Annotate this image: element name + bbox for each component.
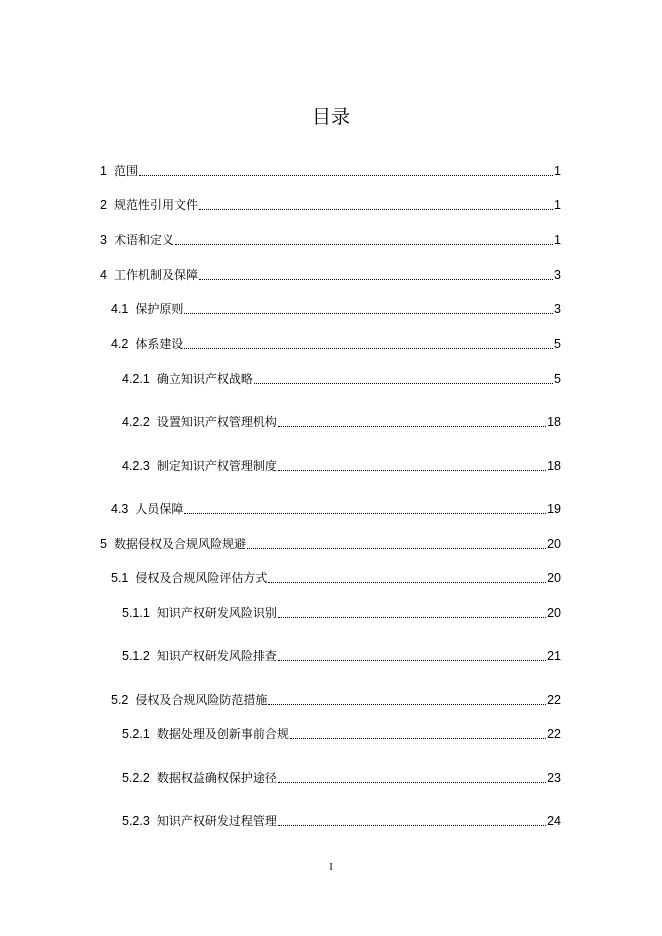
toc-dot-leader [184, 312, 553, 314]
toc-number: 5.1.2 [122, 649, 150, 663]
toc-entry[interactable] [122, 768, 561, 786]
toc-title: 体系建设 [135, 337, 184, 351]
toc-title: 确立知识产权战略 [156, 372, 253, 386]
toc-page-number: 1 [554, 198, 561, 212]
toc-page-number: 20 [547, 606, 561, 620]
toc-entry[interactable] [122, 724, 561, 742]
toc-number: 5.2 [111, 693, 129, 707]
toc-number: 4.2.2 [122, 415, 150, 429]
toc-page-number: 24 [547, 814, 561, 828]
toc-page-number: 21 [547, 649, 561, 663]
toc-entry[interactable] [100, 195, 561, 213]
toc-title: 工作机制及保障 [113, 268, 198, 282]
toc-dot-leader [278, 425, 546, 427]
toc-title: 人员保障 [135, 502, 184, 516]
toc-number: 4.2.1 [122, 372, 150, 386]
toc-number: 5 [100, 537, 107, 551]
toc-title: 制定知识产权管理制度 [156, 459, 277, 473]
toc-title: 侵权及合规风险防范措施 [135, 693, 268, 707]
toc-dot-leader [254, 382, 553, 384]
toc-page-number: 5 [554, 372, 561, 386]
toc-dot-leader [199, 278, 553, 280]
toc-page-number: 1 [554, 164, 561, 178]
toc-title: 知识产权研发风险识别 [156, 606, 277, 620]
toc-page-number: 3 [554, 268, 561, 282]
toc-dot-leader [278, 616, 546, 618]
toc-dot-leader [184, 347, 553, 349]
toc-dot-leader [278, 824, 546, 826]
toc-number: 5.2.3 [122, 814, 150, 828]
toc-page-number: 19 [547, 502, 561, 516]
toc-number: 5.1 [111, 571, 129, 585]
page-footer-number: I [329, 862, 333, 873]
toc-entry[interactable] [100, 534, 561, 552]
toc-number: 5.2.2 [122, 771, 150, 785]
toc-number: 3 [100, 233, 107, 247]
toc-dot-leader [247, 547, 546, 549]
toc-entry[interactable] [122, 603, 561, 621]
toc-number: 2 [100, 198, 107, 212]
toc-dot-leader [268, 703, 546, 705]
toc-title: 侵权及合规风险评估方式 [135, 571, 268, 585]
toc-page-number: 23 [547, 771, 561, 785]
toc-entry[interactable] [100, 265, 561, 283]
toc-dot-leader [278, 781, 546, 783]
toc-entry[interactable] [122, 412, 561, 430]
toc-title: 知识产权研发风险排查 [156, 649, 277, 663]
toc-number: 5.2.1 [122, 727, 150, 741]
toc-dot-leader [278, 469, 546, 471]
toc-dot-leader [184, 512, 546, 514]
toc-page-number: 18 [547, 415, 561, 429]
toc-title: 知识产权研发过程管理 [156, 814, 277, 828]
toc-dot-leader [290, 737, 546, 739]
toc-entry[interactable] [122, 456, 561, 474]
toc-number: 4.2 [111, 337, 129, 351]
toc-title: 数据处理及创新事前合规 [156, 727, 289, 741]
toc-page-number: 18 [547, 459, 561, 473]
toc-dot-leader [175, 243, 553, 245]
toc-entry[interactable] [111, 690, 561, 708]
toc-entry[interactable] [111, 499, 561, 517]
toc-number: 4.2.3 [122, 459, 150, 473]
toc-title: 数据侵权及合规风险规避 [113, 537, 246, 551]
toc-title: 数据权益确权保护途径 [156, 771, 277, 785]
toc-number: 4.3 [111, 502, 129, 516]
toc-title: 规范性引用文件 [113, 198, 198, 212]
toc-page-number: 20 [547, 537, 561, 551]
toc-number: 1 [100, 164, 107, 178]
toc-dot-leader [199, 208, 553, 210]
toc-dot-leader [278, 659, 546, 661]
toc-title: 设置知识产权管理机构 [156, 415, 277, 429]
toc-entry[interactable] [111, 299, 561, 317]
toc-number: 5.1.1 [122, 606, 150, 620]
toc-title: 范围 [113, 164, 138, 178]
toc-page-number: 5 [554, 337, 561, 351]
toc-title: 术语和定义 [113, 233, 174, 247]
page-title: 目录 [311, 106, 350, 128]
toc-dot-leader [268, 581, 546, 583]
toc-number: 4 [100, 268, 107, 282]
toc-entry[interactable] [122, 646, 561, 664]
toc-page-number: 22 [547, 693, 561, 707]
toc-page-number: 22 [547, 727, 561, 741]
toc-entry[interactable] [122, 369, 561, 387]
toc-dot-leader [139, 174, 553, 176]
toc-entry[interactable] [111, 568, 561, 586]
toc-page-number: 20 [547, 571, 561, 585]
toc-page-number: 3 [554, 302, 561, 316]
toc-entry[interactable] [122, 811, 561, 829]
toc-entry[interactable] [100, 230, 561, 248]
toc-entry[interactable] [100, 161, 561, 179]
toc-page-number: 1 [554, 233, 561, 247]
toc-number: 4.1 [111, 302, 129, 316]
toc-title: 保护原则 [135, 302, 184, 316]
toc-entry[interactable] [111, 334, 561, 352]
